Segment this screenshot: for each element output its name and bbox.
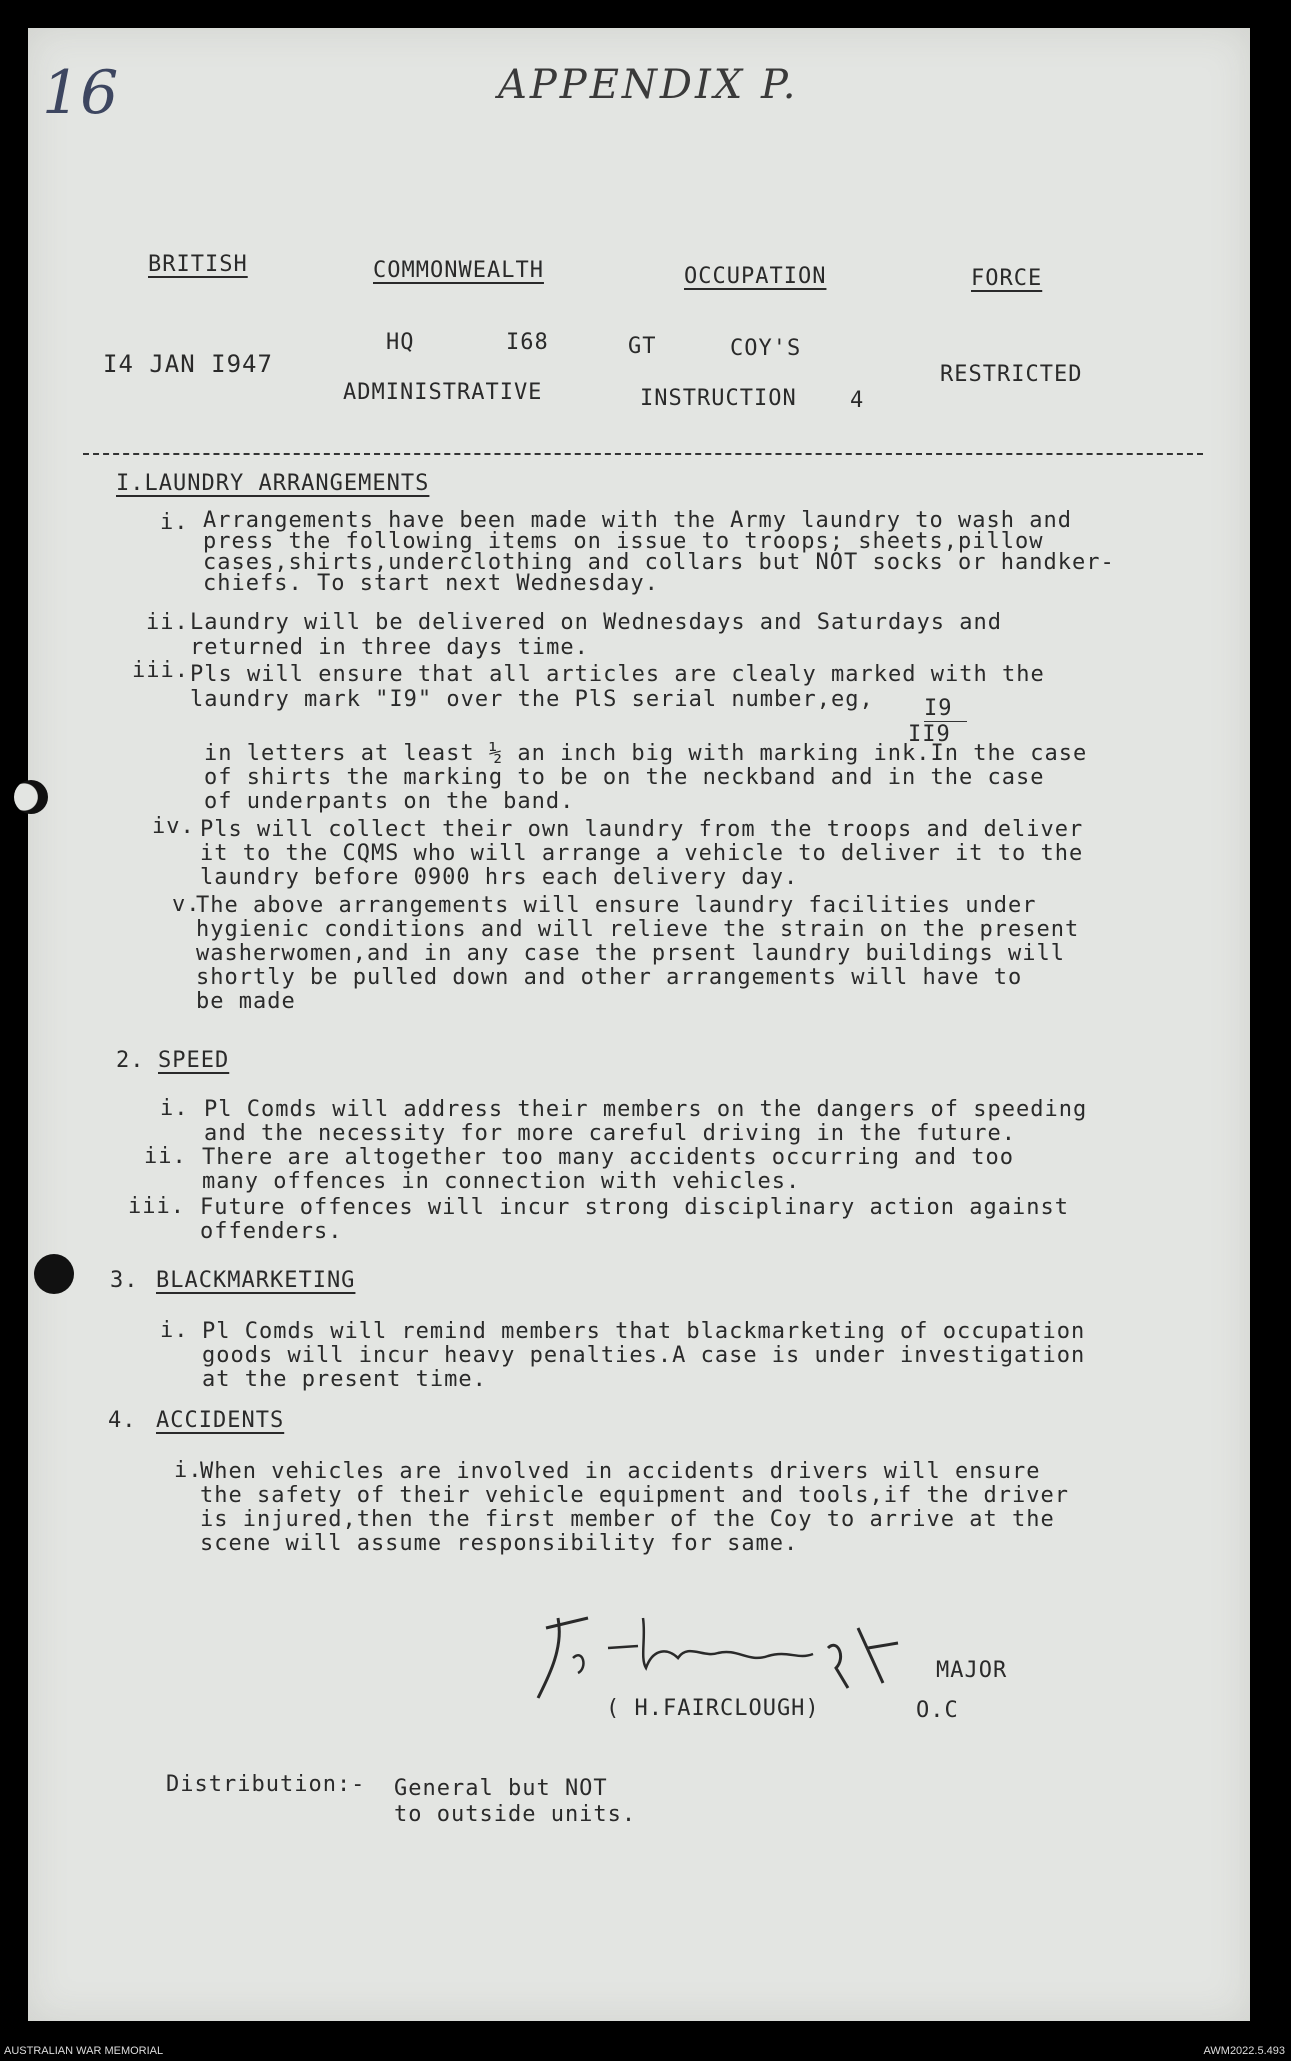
restricted-marking: RESTRICTED — [940, 362, 1083, 387]
s1-v-line: shortly be pulled down and other arrangements will have to — [196, 965, 1023, 990]
s2-i-line: and the necessity for more careful driving in the future. — [204, 1121, 1016, 1146]
signatory-name: ( H.FAIRCLOUGH) — [606, 1696, 820, 1721]
s1-item-i — [203, 510, 1115, 594]
document-page — [28, 28, 1250, 2021]
signatory-role: O.C — [916, 1698, 959, 1723]
s2-ii-line: There are altogether too many accidents occurring and too — [202, 1145, 1014, 1170]
section-4-title: ACCIDENTS — [156, 1408, 285, 1433]
margin-note: 16 — [42, 58, 119, 128]
s1-v-line: washerwomen,and in any case the prsent laundry buildings will — [196, 941, 1065, 966]
s1-iii-b-line: of underpants on the band. — [204, 789, 575, 814]
s1-iii-line: laundry mark "I9" over the PlS serial number,eg, — [190, 687, 874, 712]
handwritten-signature — [528, 1588, 958, 1708]
header-unit-number: I68 — [506, 330, 549, 355]
s3-i-line: Pl Comds will remind members that blackmarketing of occupation — [202, 1319, 1086, 1344]
s2-item-i-num: i. — [160, 1096, 189, 1121]
s4-i-line: scene will assume responsibility for same. — [200, 1531, 799, 1556]
s4-i-line: the safety of their vehicle equipment and tools,if the driver — [200, 1483, 1069, 1508]
s1-item-iv — [200, 818, 1083, 890]
header-administrative: ADMINISTRATIVE — [343, 380, 543, 405]
header-force: FORCE — [971, 266, 1043, 291]
header-coys: COY'S — [730, 336, 802, 361]
s3-item-i-num: i. — [160, 1318, 189, 1343]
punch-hole-top — [14, 780, 48, 814]
s1-item-ii — [190, 610, 1002, 660]
s2-item-ii-num: ii. — [144, 1144, 187, 1169]
s1-i-line: chiefs. To start next Wednesday. — [203, 571, 659, 596]
punch-hole-bottom — [34, 1254, 74, 1294]
s3-i-line: goods will incur heavy penalties.A case is under investigation — [202, 1343, 1086, 1368]
section-4-num: 4. — [108, 1408, 137, 1433]
s1-i-line: press the following items on issue to troops; sheets,pillow — [203, 529, 1044, 554]
header-british: BRITISH — [148, 252, 248, 277]
s4-item-i-num: i. — [174, 1458, 203, 1483]
s2-item-iii — [200, 1196, 1069, 1244]
s1-item-iii-continued — [204, 742, 1087, 814]
s1-item-iii — [190, 662, 1045, 712]
distribution-label: Distribution:- — [166, 1772, 366, 1797]
s1-i-line: Arrangements have been made with the Army laundry to wash and — [203, 508, 1072, 533]
section-2-title: SPEED — [158, 1048, 230, 1073]
laundry-mark-bottom: II9 — [908, 722, 951, 747]
s1-ii-line: Laundry will be delivered on Wednesdays and Saturdays and — [190, 610, 1002, 635]
s1-item-v — [196, 894, 1079, 1014]
section-1-title: I.LAUNDRY ARRANGEMENTS — [116, 471, 430, 496]
s2-item-iii-num: iii. — [128, 1194, 185, 1219]
laundry-mark-top: I9 — [924, 696, 967, 722]
header-instruction: INSTRUCTION — [640, 386, 797, 411]
header-hq: HQ — [386, 330, 415, 355]
s2-item-ii — [202, 1146, 1014, 1194]
s4-i-line: When vehicles are involved in accidents drivers will ensure — [200, 1459, 1041, 1484]
s4-item-i — [200, 1460, 1069, 1556]
footer-credit: AUSTRALIAN WAR MEMORIAL — [4, 2045, 164, 2057]
s1-v-line: be made — [196, 989, 296, 1014]
s2-iii-line: Future offences will incur strong disciplinary action against — [200, 1195, 1069, 1220]
s1-item-iv-num: iv. — [152, 814, 195, 839]
distribution-line: General but NOT — [394, 1776, 608, 1801]
distribution-line: to outside units. — [394, 1802, 637, 1827]
document-date: I4 JAN I947 — [103, 350, 273, 378]
footer-accession: AWM2022.5.493 — [1203, 2045, 1285, 2057]
s2-item-i — [204, 1098, 1087, 1146]
s1-item-iii-num: iii. — [132, 658, 189, 683]
s1-v-line: The above arrangements will ensure laundry facilities under — [196, 893, 1037, 918]
s1-iv-line: Pls will collect their own laundry from the troops and deliver — [200, 817, 1084, 842]
s1-iv-line: laundry before 0900 hrs each delivery day. — [200, 865, 799, 890]
s1-v-line: hygienic conditions and will relieve the strain on the present — [196, 917, 1080, 942]
s1-item-v-num: v. — [172, 892, 201, 917]
section-3-title: BLACKMARKETING — [156, 1268, 356, 1293]
distribution-text — [394, 1776, 636, 1828]
s1-iv-line: it to the CQMS who will arrange a vehicle to deliver it to the — [200, 841, 1084, 866]
section-2-num: 2. — [116, 1048, 145, 1073]
s1-item-i-num: i. — [160, 510, 189, 535]
s2-iii-line: offenders. — [200, 1219, 343, 1244]
header-gt: GT — [628, 334, 657, 359]
s2-ii-line: many offences in connection with vehicles. — [202, 1169, 801, 1194]
s4-i-line: is injured,then the first member of the Coy to arrive at the — [200, 1507, 1055, 1532]
s3-item-i — [202, 1320, 1085, 1392]
s1-item-ii-num: ii. — [146, 610, 189, 635]
header-occupation: OCCUPATION — [684, 264, 827, 289]
s1-iii-line: Pls will ensure that all articles are clealy marked with the — [190, 662, 1045, 687]
header-instruction-number: 4 — [850, 388, 865, 413]
header-commonwealth: COMMONWEALTH — [373, 258, 544, 283]
s1-iii-b-line: in letters at least ½ an inch big with marking ink.In the case — [204, 741, 1088, 766]
signatory-rank: MAJOR — [936, 1658, 1008, 1683]
s1-i-line: cases,shirts,underclothing and collars but NOT socks or handker- — [203, 550, 1115, 575]
s1-ii-line: returned in three days time. — [190, 635, 589, 660]
section-3-num: 3. — [110, 1268, 139, 1293]
appendix-note: APPENDIX P. — [498, 62, 799, 108]
s2-i-line: Pl Comds will address their members on the dangers of speeding — [204, 1097, 1088, 1122]
s3-i-line: at the present time. — [202, 1367, 487, 1392]
s1-iii-b-line: of shirts the marking to be on the neckband and in the case — [204, 765, 1045, 790]
header-divider — [83, 453, 1203, 455]
